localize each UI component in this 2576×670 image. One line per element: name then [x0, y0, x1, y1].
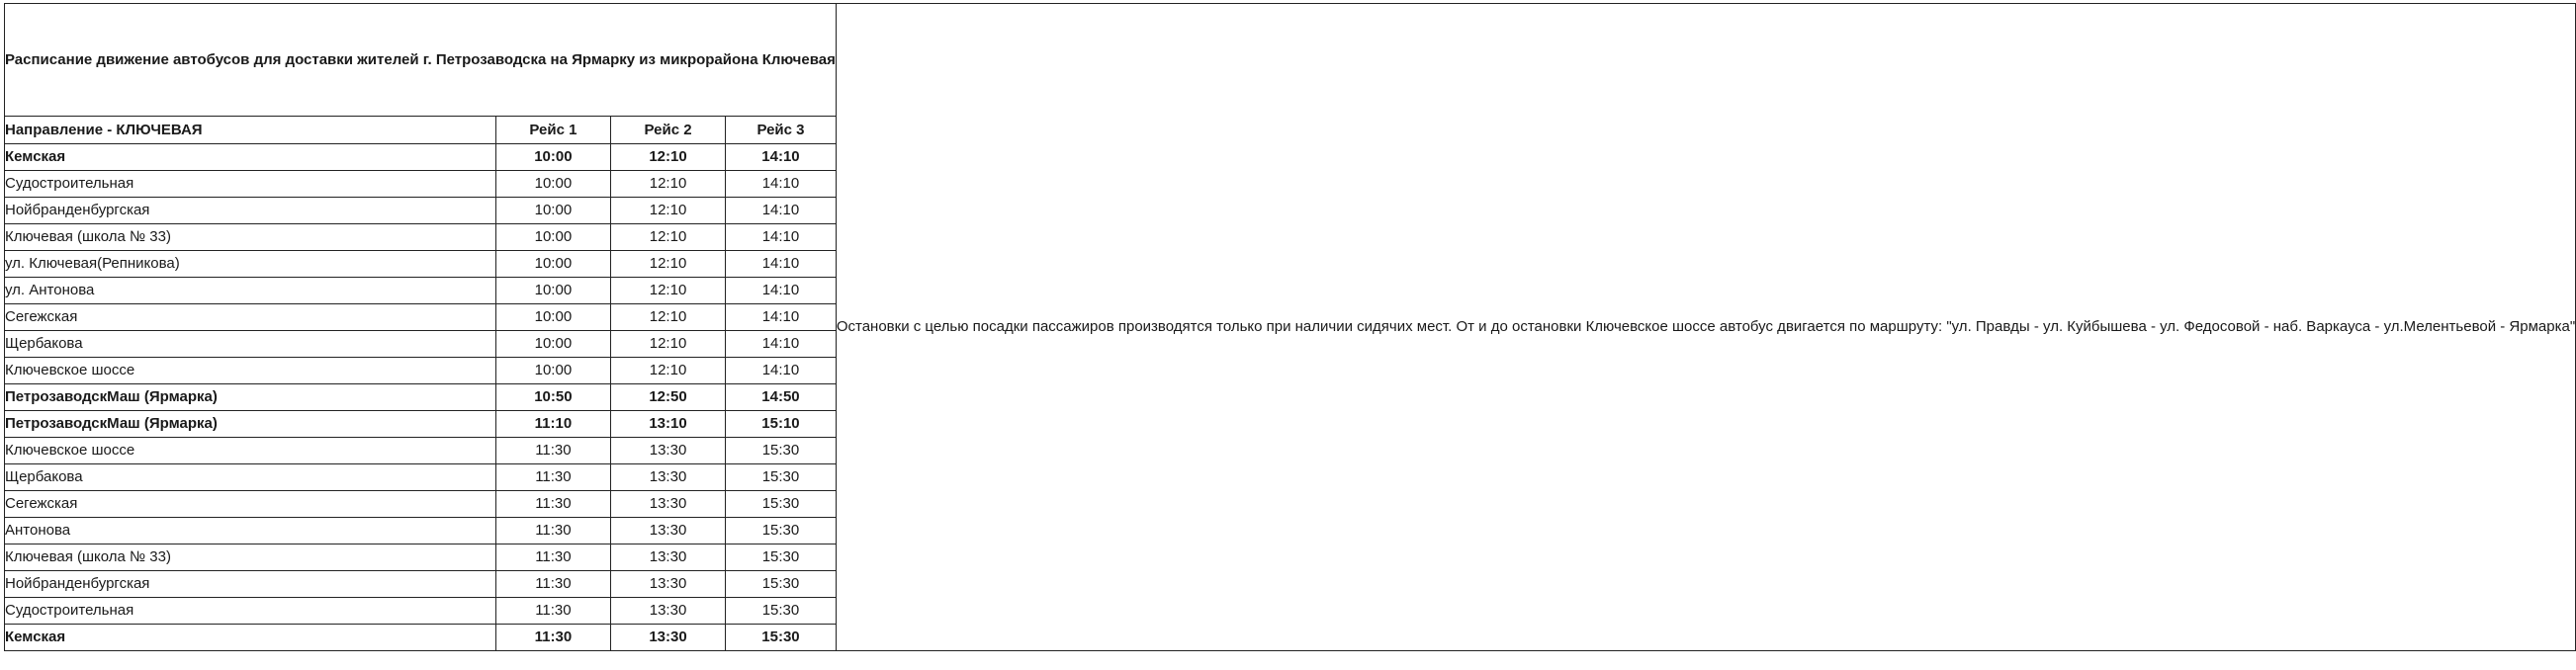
trip-2-time: 13:30 — [610, 464, 725, 491]
trip-3-time: 14:10 — [726, 144, 837, 171]
trip-3-time: 15:30 — [726, 598, 837, 625]
trip-3-time: 15:30 — [726, 464, 837, 491]
trip-3-time: 15:10 — [726, 411, 837, 438]
trip-3-time: 15:30 — [726, 491, 837, 518]
trip-3-time: 14:10 — [726, 278, 837, 304]
stop-name: Судостроительная — [5, 598, 496, 625]
bus-schedule-table — [4, 3, 2576, 651]
trip-2-time: 13:30 — [610, 625, 725, 651]
stop-name: Сегежская — [5, 304, 496, 331]
stop-name: Ключевское шоссе — [5, 438, 496, 464]
trip-3-time: 14:10 — [726, 304, 837, 331]
trip-3-time: 14:10 — [726, 358, 837, 384]
trip-1-time: 10:00 — [495, 304, 610, 331]
trip-2-time: 12:50 — [610, 384, 725, 411]
stop-name: Сегежская — [5, 491, 496, 518]
trip-2-time: 13:30 — [610, 491, 725, 518]
trip-2-time: 12:10 — [610, 144, 725, 171]
trip-3-time: 14:10 — [726, 198, 837, 224]
trip-2-time: 12:10 — [610, 171, 725, 198]
stop-name: Ключевское шоссе — [5, 358, 496, 384]
trip-3-time: 14:10 — [726, 171, 837, 198]
trip-1-time: 11:10 — [495, 411, 610, 438]
trip-1-time: 11:30 — [495, 598, 610, 625]
trip-2-time: 13:30 — [610, 518, 725, 544]
trip-2-time: 12:10 — [610, 304, 725, 331]
trip-2-time: 12:10 — [610, 358, 725, 384]
trip-1-time: 10:00 — [495, 198, 610, 224]
trip-1-time: 11:30 — [495, 571, 610, 598]
trip-1-time: 10:00 — [495, 278, 610, 304]
stop-name: ул. Ключевая(Репникова) — [5, 251, 496, 278]
trip-1-time: 10:00 — [495, 144, 610, 171]
trip-3-time: 15:30 — [726, 518, 837, 544]
trip-2-time: 12:10 — [610, 278, 725, 304]
trip-1-time: 11:30 — [495, 464, 610, 491]
trip-2-time: 12:10 — [610, 224, 725, 251]
trip-3-time: 14:10 — [726, 224, 837, 251]
trip-2-time: 12:10 — [610, 251, 725, 278]
stop-name: Ключевая (школа № 33) — [5, 544, 496, 571]
stop-name: Антонова — [5, 518, 496, 544]
stop-name: Ключевая (школа № 33) — [5, 224, 496, 251]
trip-1-time: 10:00 — [495, 171, 610, 198]
direction-header: Направление - КЛЮЧЕВАЯ — [5, 117, 496, 144]
trip-3-time: 14:10 — [726, 251, 837, 278]
trip-3-time: 14:50 — [726, 384, 837, 411]
trip-2-time: 13:30 — [610, 598, 725, 625]
stop-name: Кемская — [5, 144, 496, 171]
trip-1-time: 11:30 — [495, 438, 610, 464]
trip-3-time: 15:30 — [726, 544, 837, 571]
trip-3-header: Рейс 3 — [726, 117, 837, 144]
trip-1-time: 10:00 — [495, 358, 610, 384]
stop-name: Щербакова — [5, 464, 496, 491]
trip-1-time: 10:00 — [495, 251, 610, 278]
trip-2-time: 13:30 — [610, 544, 725, 571]
trip-1-time: 10:50 — [495, 384, 610, 411]
trip-2-time: 13:10 — [610, 411, 725, 438]
stop-name: Нойбранденбургская — [5, 571, 496, 598]
trip-3-time: 15:30 — [726, 625, 837, 651]
stop-name: Кемская — [5, 625, 496, 651]
stop-name: ПетрозаводскМаш (Ярмарка) — [5, 384, 496, 411]
trip-1-time: 11:30 — [495, 544, 610, 571]
schedule-title: Расписание движение автобусов для доставки жителей г. Петрозаводска на Ярмарку из микрорайона Ключевая — [5, 4, 837, 117]
stop-name: ПетрозаводскМаш (Ярмарка) — [5, 411, 496, 438]
stop-name: ул. Антонова — [5, 278, 496, 304]
trip-3-time: 15:30 — [726, 438, 837, 464]
stop-name: Нойбранденбургская — [5, 198, 496, 224]
trip-2-time: 13:30 — [610, 571, 725, 598]
stop-name: Судостроительная — [5, 171, 496, 198]
trip-3-time: 15:30 — [726, 571, 837, 598]
stop-name: Щербакова — [5, 331, 496, 358]
trip-2-time: 12:10 — [610, 198, 725, 224]
trip-3-time: 14:10 — [726, 331, 837, 358]
trip-2-time: 12:10 — [610, 331, 725, 358]
trip-2-time: 13:30 — [610, 438, 725, 464]
trip-1-time: 10:00 — [495, 224, 610, 251]
trip-1-time: 11:30 — [495, 625, 610, 651]
trip-1-time: 10:00 — [495, 331, 610, 358]
trip-1-header: Рейс 1 — [495, 117, 610, 144]
trip-2-header: Рейс 2 — [610, 117, 725, 144]
trip-1-time: 11:30 — [495, 491, 610, 518]
trip-1-time: 11:30 — [495, 518, 610, 544]
route-note: Остановки с целью посадки пассажиров производятся только при наличии сидячих мест. От и до остановки Ключевское шоссе автобус двигается по маршруту: "ул. Правды - ул. Куйбышева - ул. Федосовой - наб. Варкауса - ул.Мелентьевой - Ярмарка" — [836, 4, 2575, 651]
